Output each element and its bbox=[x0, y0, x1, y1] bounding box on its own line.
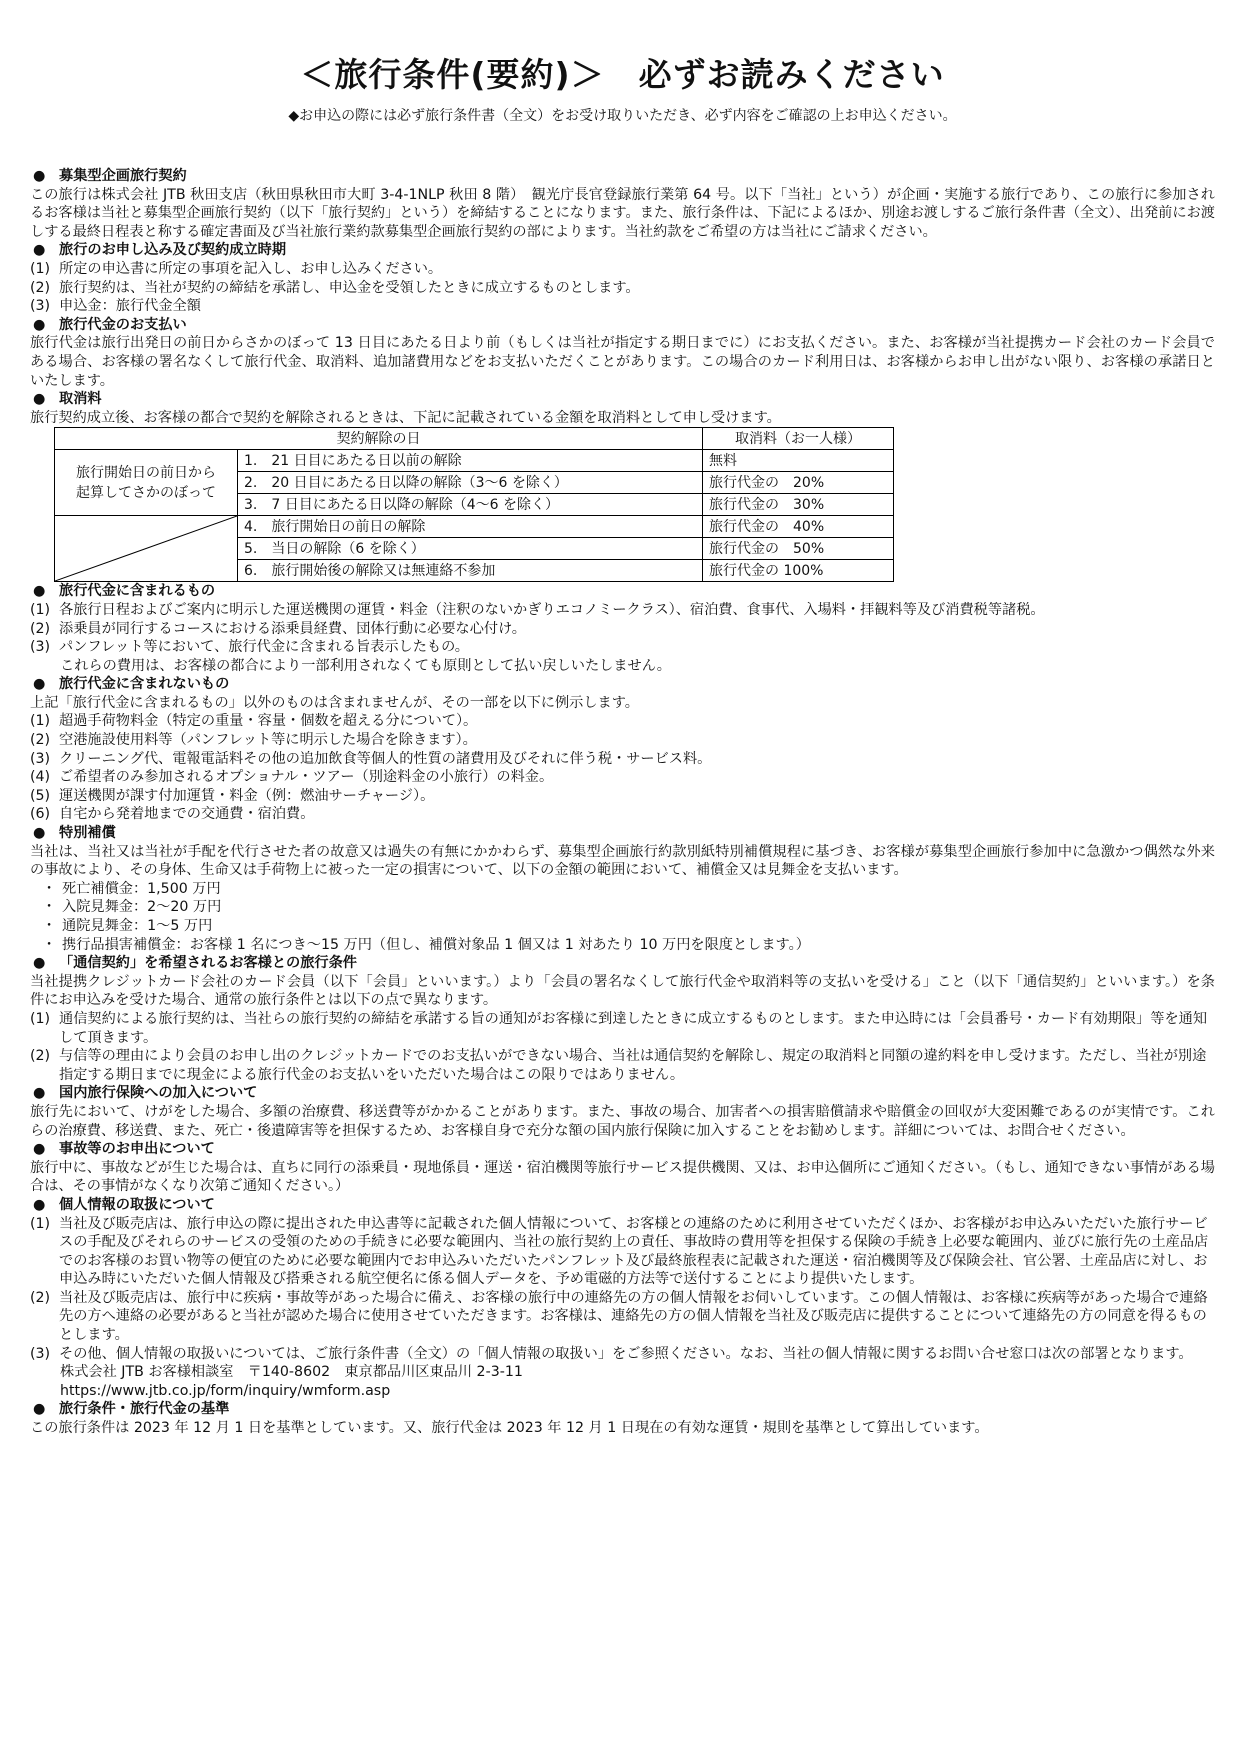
table-header-fee: 取消料（お一人様） bbox=[703, 428, 894, 450]
row-label: 6. 旅行開始後の解除又は無連絡不参加 bbox=[238, 560, 703, 582]
bullet-icon: ● bbox=[33, 825, 46, 842]
list-item: ・ 入院見舞金：2～20 万円 bbox=[42, 899, 222, 916]
contract-body: この旅行は株式会社 JTB 秋田支店（秋田県秋田市大町 3-4-1NLP 秋田 8 階） 観光庁長官登録旅行業第 64 号。以下「当社」という）が企画・実施する旅行であり、この旅行に参加されるお客様は当社と募集型企画旅行契約（以下「旅行契約」という）を締結することになります。また、旅行条件は、下記によるほか、別途お渡しするご旅行条件書（全文）、出発前にお渡しする最終日程表と称する確定書面及び当社旅行業約款募集型企画旅行契約の部によります。当社約款をご希望の方は当社にご請求ください。 bbox=[30, 186, 1215, 240]
list-item: (1) 所定の申込書に所定の事項を記入し、お申し込みください。 bbox=[30, 260, 443, 277]
communication-list bbox=[30, 1010, 1215, 1084]
insurance-body: 旅行先において、けがをした場合、多額の治療費、移送費等がかかることがあります。また、事故の場合、加害者への損害賠償請求や賠償金の回収が大変困難であるのが実情です。これらの治療費、移送費、また、死亡・後遺障害等を担保するため、お客様自身で充分な額の国内旅行保険に加入することをお勧めします。詳細については、お問合せください。 bbox=[30, 1103, 1215, 1139]
list-item: (1) 超過手荷物料金（特定の重量・容量・個数を超える分について）。 bbox=[30, 713, 478, 730]
bullet-icon: ● bbox=[33, 391, 46, 408]
bullet-icon: ● bbox=[33, 242, 46, 259]
list-item: (3) パンフレット等において、旅行代金に含まれる旨表示したもの。 bbox=[30, 639, 469, 656]
privacy-contact: 株式会社 JTB お客様相談室 〒140-8602 東京都品川区東品川 2-3-11 bbox=[60, 1364, 523, 1381]
bullet-icon: ● bbox=[33, 1401, 46, 1418]
compensation-list bbox=[30, 880, 1215, 954]
section-heading-insurance: ● 国内旅行保険への加入について bbox=[30, 1084, 1215, 1103]
bullet-icon: ● bbox=[33, 168, 46, 184]
list-item: ・ 携行品損害補償金：お客様 1 名につき～15 万円（但し、補償対象品 1 個又は 1 対あたり 10 万円を限度とします。） bbox=[42, 936, 810, 953]
document-body bbox=[30, 167, 1215, 1438]
bullet-icon: ● bbox=[33, 316, 46, 333]
not-included-list bbox=[30, 712, 1215, 824]
row-label: 1. 21 日目にあたる日以前の解除 bbox=[238, 450, 703, 472]
list-item: (1) 当社及び販売店は、旅行申込の際に提出された申込書等に記載された個人情報について、お客様との連絡のために利用させていただくほか、お客様がお申込みいただいた旅行サービスの手配及びそれらのサービスの受領のための手続きに必要な範囲内、当社の旅行契約上の責任、事故時の費用等を担保する保険の手続き上必要な範囲内、並びに旅行先の土産品店でのお客様のお買い物等の便宜のために必要な範囲内でお申込みいただいたパンフレット及び最終旅程表に記載された運送・宿泊機関等及び保険会社、官公署、土産品店に対し、お申込み時にいただいた個人情報及び搭乗される航空便名に係る個人データを、予め電磁的方法等で送付することにより提供いたします。 bbox=[30, 1215, 1209, 1288]
included-note: これらの費用は、お客様の都合により一部利用されなくても原則として払い戻しいたしません。 bbox=[60, 657, 671, 674]
list-item: (2) 旅行契約は、当社が契約の締結を承諾し、申込金を受領したときに成立するものとします。 bbox=[30, 279, 640, 296]
privacy-contact-url[interactable]: https://www.jtb.co.jp/form/inquiry/wmform.asp bbox=[60, 1382, 391, 1399]
bullet-icon: ● bbox=[33, 676, 46, 693]
accident-body: 旅行中に、事故などが生じた場合は、直ちに同行の添乗員・現地係員・運送・宿泊機関等旅行サービス提供機関、又は、お申込個所にご通知ください。（もし、通知できない事情がある場合は、その事情がなくなり次第ご通知ください。） bbox=[30, 1159, 1215, 1195]
list-item: (6) 自宅から発着地までの交通費・宿泊費。 bbox=[30, 806, 315, 823]
compensation-body: 当社は、当社又は当社が手配を代行させた者の故意又は過失の有無にかかわらず、募集型企画旅行約款別紙特別補償規程に基づき、お客様が募集型企画旅行参加中に急激かつ偶然な外来の事故により、その身体、生命又は手荷物上に被った一定の損害について、以下の金額の範囲において、補償金又は見舞金を支払います。 bbox=[30, 843, 1215, 879]
list-item: (2) 与信等の理由により会員のお申し出のクレジットカードでのお支払いができない場合、当社は通信契約を解除し、規定の取消料と同額の違約料を申し受けます。ただし、当社が別途指定する期日までに現金による旅行代金のお支払いをいただいた場合はこの限りではありません。 bbox=[30, 1048, 1207, 1083]
section-heading-accident: ● 事故等のお申出について bbox=[30, 1140, 1215, 1159]
section-heading-contract: ● 募集型企画旅行契約 bbox=[30, 167, 1215, 186]
basis-body: この旅行条件は 2023 年 12 月 1 日を基準としています。又、旅行代金は 2023 年 12 月 1 日現在の有効な運賃・規則を基準として算出しています。 bbox=[30, 1420, 989, 1437]
section-heading-application: ● 旅行のお申し込み及び契約成立時期 bbox=[30, 241, 1215, 260]
table-row bbox=[55, 450, 894, 472]
cancellation-fee-table bbox=[54, 427, 894, 582]
table-row bbox=[55, 516, 894, 538]
list-item: (1) 通信契約による旅行契約は、当社らの旅行契約の締結を承諾する旨の通知がお客様に到達したときに成立するものとします。また申込時には「会員番号・カード有効期限」等を通知して頂きます。 bbox=[30, 1010, 1208, 1046]
section-heading-not-included: ● 旅行代金に含まれないもの bbox=[30, 675, 1215, 694]
section-heading-communication: ● 「通信契約」を希望されるお客様との旅行条件 bbox=[30, 954, 1215, 973]
list-item: ・ 通院見舞金：1～5 万円 bbox=[42, 918, 213, 934]
row-fee: 旅行代金の 20% bbox=[703, 472, 894, 494]
row-fee: 旅行代金の 50% bbox=[703, 538, 894, 560]
notice-text: ◆お申込の際には必ず旅行条件書（全文）をお受け取りいただき、必ず内容をご確認の上お申込ください。 bbox=[288, 108, 957, 124]
list-item: (3) その他、個人情報の取扱いについては、ご旅行条件書（全文）の「個人情報の取扱い」をご参照ください。なお、当社の個人情報に関するお問い合せ窓口は次の部署となります。 bbox=[30, 1345, 1193, 1362]
bullet-icon: ● bbox=[33, 1141, 46, 1158]
list-item: (2) 添乗員が同行するコースにおける添乗員経費、団体行動に必要な心付け。 bbox=[30, 620, 526, 637]
list-item: (2) 当社及び販売店は、旅行中に疾病・事故等があった場合に備え、お客様の旅行中の連絡先の方の個人情報をお伺いしています。この個人情報は、お客様に疾病等があった場合で連絡先の方へ連絡の必要があると当社が認めた場合に使用させていただきます。お客様は、連絡先の方の個人情報を当社及び販売店に提供することについて連絡先の方の同意を得るものとします。 bbox=[30, 1289, 1208, 1344]
group-label: 旅行開始日の前日から 起算してさかのぼって bbox=[55, 450, 238, 516]
bullet-icon: ● bbox=[33, 955, 46, 972]
row-fee: 無料 bbox=[703, 450, 894, 472]
payment-body: 旅行代金は旅行出発日の前日からさかのぼって 13 日目にあたる日より前（もしくは当社が指定する期日までに）にお支払ください。また、お客様が当社提携カード会社のカード会員である場合、お客様の署名なくして旅行代金、取消料、追加諸費用などをお支払いただくことがあります。この場合のカード利用日は、お客様からお申し出がない限り、お客様の承諾日といたします。 bbox=[30, 335, 1215, 389]
application-list bbox=[30, 260, 1215, 316]
row-fee: 旅行代金の 30% bbox=[703, 494, 894, 516]
bullet-icon: ● bbox=[33, 1085, 46, 1102]
section-heading-basis: ● 旅行条件・旅行代金の基準 bbox=[30, 1400, 1215, 1419]
cancellation-intro: 旅行契約成立後、お客様の都合で契約を解除されるときは、下記に記載されている金額を取消料として申し受けます。 bbox=[30, 409, 781, 426]
row-label: 3. 7 日目にあたる日以降の解除（4～6 を除く） bbox=[238, 494, 703, 516]
bullet-icon: ● bbox=[33, 1196, 46, 1213]
included-list bbox=[30, 601, 1215, 657]
list-item: ・ 死亡補償金：1,500 万円 bbox=[42, 880, 221, 897]
section-heading-payment: ● 旅行代金のお支払い bbox=[30, 316, 1215, 335]
not-included-intro: 上記「旅行代金に含まれるもの」以外のものは含まれませんが、その一部を以下に例示します。 bbox=[30, 694, 639, 711]
list-item: (5) 運送機関が課す付加運賃・料金（例：燃油サーチャージ）。 bbox=[30, 787, 435, 804]
row-label: 2. 20 日目にあたる日以降の解除（3～6 を除く） bbox=[238, 472, 703, 494]
diagonal-cell bbox=[55, 516, 238, 582]
communication-body: 当社提携クレジットカード会社のカード会員（以下「会員」といいます。）より「会員の署名なくして旅行代金や取消料等の支払いを受ける」こと（以下「通信契約」といいます。）を条件にお申込みを受けた場合、通常の旅行条件とは以下の点で異なります。 bbox=[30, 973, 1215, 1009]
section-heading-cancellation: ● 取消料 bbox=[30, 390, 1215, 409]
section-heading-compensation: ● 特別補償 bbox=[30, 824, 1215, 843]
section-heading-included: ● 旅行代金に含まれるもの bbox=[30, 582, 1215, 601]
list-item: (3) クリーニング代、電報電話料その他の追加飲食等個人的性質の諸費用及びそれに伴う税・サービス料。 bbox=[30, 750, 712, 767]
row-label: 5. 当日の解除（6 を除く） bbox=[238, 538, 703, 560]
bullet-icon: ● bbox=[33, 583, 46, 600]
row-fee: 旅行代金の 40% bbox=[703, 516, 894, 538]
page-title: ＜旅行条件(要約)＞ 必ずお読みください bbox=[300, 55, 945, 94]
list-item: (1) 各旅行日程およびご案内に明示した運送機関の運賃・料金（注釈のないかぎりエコノミークラス）、宿泊費、食事代、入場料・拝観料等及び消費税等諸税。 bbox=[30, 601, 1045, 618]
privacy-list bbox=[30, 1215, 1215, 1364]
list-item: (3) 申込金：旅行代金全額 bbox=[30, 298, 201, 315]
row-label: 4. 旅行開始日の前日の解除 bbox=[238, 516, 703, 538]
table-header-date: 契約解除の日 bbox=[55, 428, 703, 450]
row-fee: 旅行代金の 100% bbox=[703, 560, 894, 582]
list-item: (4) ご希望者のみ参加されるオプショナル・ツアー（別途料金の小旅行）の料金。 bbox=[30, 769, 554, 786]
diagonal-line bbox=[55, 516, 237, 581]
section-heading-privacy: ● 個人情報の取扱について bbox=[30, 1196, 1215, 1215]
list-item: (2) 空港施設使用料等（パンフレット等に明示した場合を除きます）。 bbox=[30, 732, 477, 749]
